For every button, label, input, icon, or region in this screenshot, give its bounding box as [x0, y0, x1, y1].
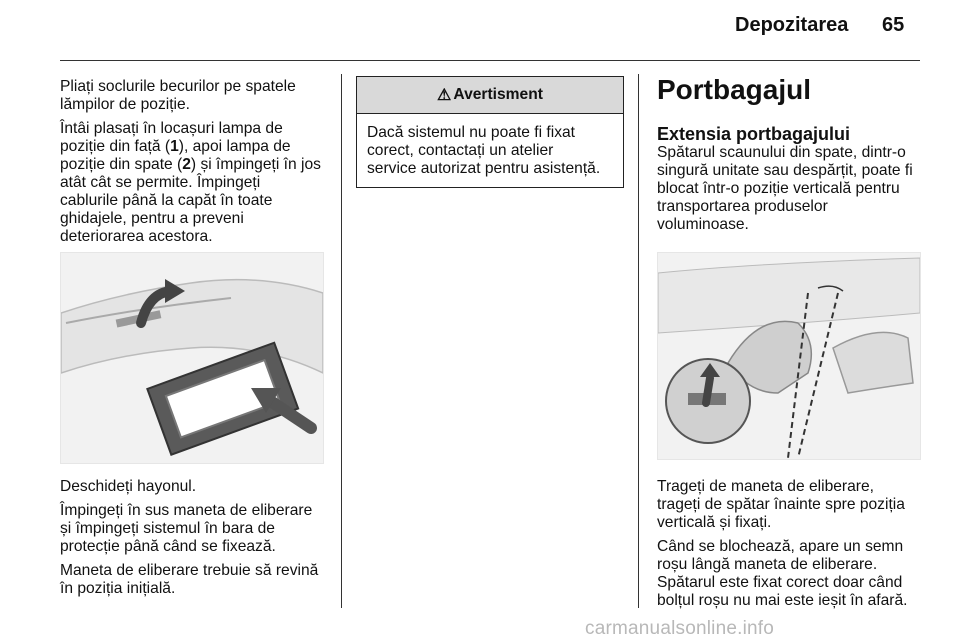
right-column-top [657, 74, 922, 240]
rear-seat-drawing [658, 253, 920, 459]
illustration-bumper-carrier [60, 252, 324, 464]
page-number: 65 [882, 14, 905, 36]
bumper-carrier-drawing [61, 253, 323, 463]
paragraph: Când se blochează, apare un semn roșu lângă maneta de eliberare. Spătarul este fixat corect doar când bolțul roșu nu mai este ieșit în afară. [657, 538, 908, 609]
paragraph: Deschideți hayonul. [60, 478, 197, 495]
warning-title: Avertisment [453, 86, 543, 103]
warning-body: Dacă sistemul nu poate fi fixat corect, contactați un atelier service autorizat pentru asistență. [367, 124, 601, 177]
paragraph: Împingeți în sus maneta de eliberare și împingeți sistemul în bara de protecție până când se fixează. [60, 502, 313, 555]
left-column-bottom [60, 478, 335, 604]
text-run: Întâi plasați în locașuri lampa de poziție din față ( [60, 120, 283, 155]
callout-number: 1 [170, 138, 179, 155]
warning-triangle-icon: ⚠ [437, 87, 452, 104]
watermark: carmanualsonline.info [585, 618, 775, 639]
text-run: ) și împingeți în jos atât cât se permite. Împingeți cablurile până la capăt în toate ghidajele, pentru a preveni deteriorarea acestora. [60, 156, 321, 245]
column-divider-right [638, 74, 639, 608]
page-header-title: Depozitarea [735, 14, 849, 36]
subsection-heading: Extensia portbagajului [657, 124, 851, 144]
paragraph: Pliați soclurile becurilor pe spatele lămpilor de poziție. [60, 78, 296, 113]
right-column-bottom [657, 478, 922, 616]
paragraph [60, 120, 335, 246]
header-rule [60, 60, 920, 61]
text-run: ), apoi lampa de poziție din spate ( [60, 138, 291, 173]
paragraph: Spătarul scaunului din spate, dintr-o singură unitate sau despărțit, poate fi blocat într-o poziție verticală pentru transportarea produselor voluminoase. [657, 144, 913, 233]
column-divider-left [341, 74, 342, 608]
illustration-rear-seat [657, 252, 921, 460]
paragraph: Maneta de eliberare trebuie să revină în poziția inițială. [60, 562, 319, 597]
warning-header [357, 77, 623, 114]
warning-box [356, 76, 624, 188]
paragraph: Trageți de maneta de eliberare, trageți de spătar înainte spre poziția verticală și fixați. [657, 478, 905, 531]
callout-number: 2 [182, 156, 191, 173]
section-heading: Portbagajul [657, 74, 812, 105]
left-column-top [60, 78, 335, 252]
